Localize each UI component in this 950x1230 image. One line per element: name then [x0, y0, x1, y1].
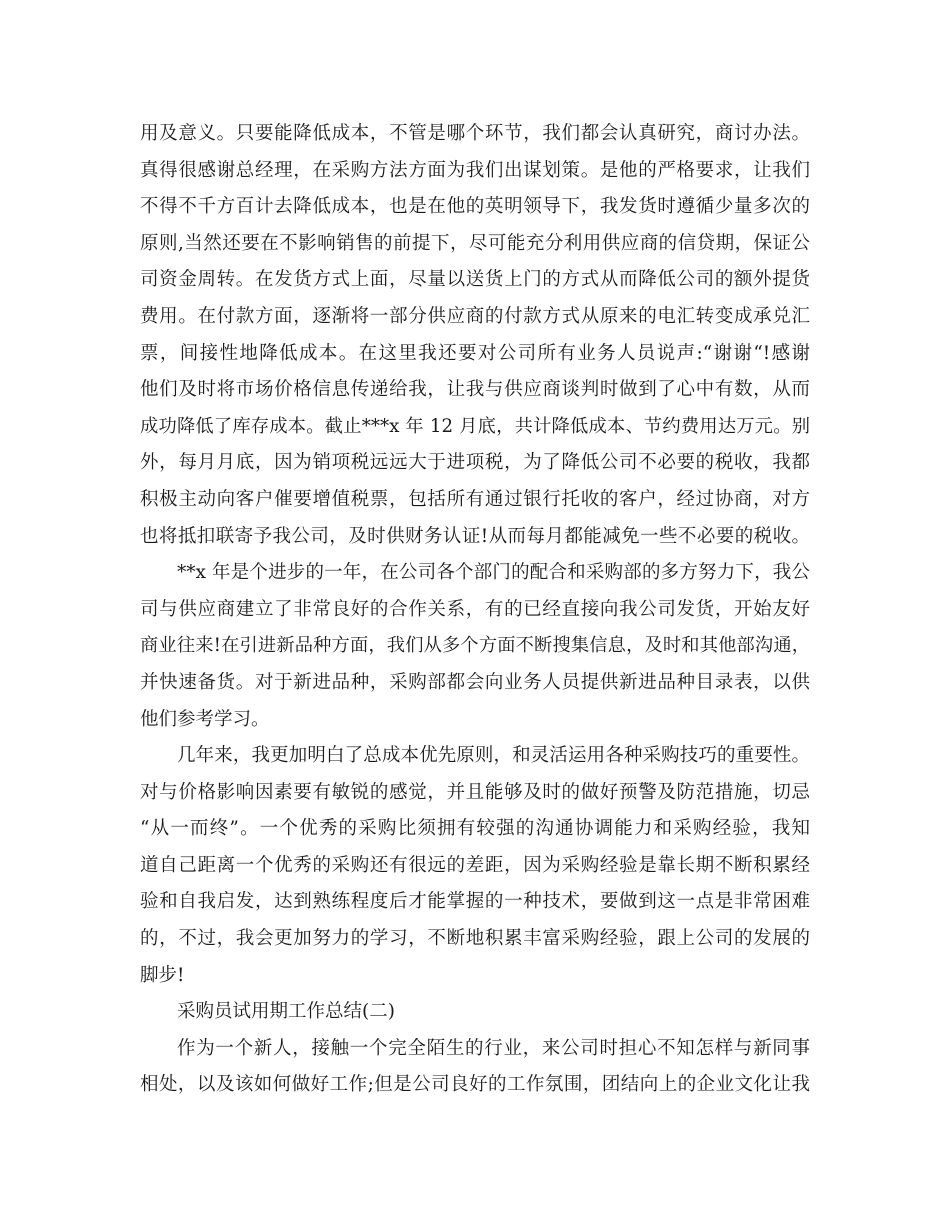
text-line: 成功降低了库存成本。截止***x 年 12 月底，共计降低成本、节约费用达万元。别 — [140, 415, 810, 437]
text-line: “从一而终”。一个优秀的采购比须拥有较强的沟通协调能力和采购经验，我知 — [140, 818, 810, 840]
text-line: 他们及时将市场价格信息传递给我，让我与供应商谈判时做到了心中有数，从而 — [140, 379, 810, 401]
text-line: 司与供应商建立了非常良好的合作关系，有的已经直接向我公司发货，开始友好 — [140, 598, 810, 620]
text-line: 费用。在付款方面，逐渐将一部分供应商的付款方式从原来的电汇转变成承兑汇 — [140, 305, 810, 327]
text-line: 真得很感谢总经理，在采购方法方面为我们出谋划策。是他的严格要求，让我们 — [140, 159, 810, 181]
text-line: 验和自我启发，达到熟练程度后才能掌握的一种技术，要做到这一点是非常困难 — [140, 891, 810, 913]
text-line: 商业往来!在引进新品种方面，我们从多个方面不断搜集信息，及时和其他部沟通， — [140, 635, 810, 657]
text-line: 票，间接性地降低成本。在这里我还要对公司所有业务人员说声:“谢谢“!感谢 — [140, 342, 810, 364]
text-line: 原则,当然还要在不影响销售的前提下，尽可能充分利用供应商的信贷期，保证公 — [140, 232, 810, 254]
text-line: 他们参考学习。 — [140, 708, 270, 730]
text-line: 积极主动向客户催要增值税票，包括所有通过银行托收的客户，经过协商，对方 — [140, 488, 810, 510]
text-line: 相处，以及该如何做好工作;但是公司良好的工作氛围，团结向上的企业文化让我 — [140, 1074, 810, 1096]
text-line: 道自己距离一个优秀的采购还有很远的差距，因为采购经验是靠长期不断积累经 — [140, 854, 810, 876]
text-line: **x 年是个进步的一年，在公司各个部门的配合和采购部的多方努力下，我公 — [177, 562, 810, 584]
text-line: 不得不千方百计去降低成本，也是在他的英明领导下，我发货时遵循少量多次的 — [140, 196, 810, 218]
text-line: 的，不过，我会更加努力的学习，不断地积累丰富采购经验，跟上公司的发展的 — [140, 928, 810, 950]
document-body — [140, 116, 810, 1104]
text-line: 作为一个新人，接触一个完全陌生的行业，来公司时担心不知怎样与新同事 — [177, 1037, 810, 1059]
text-line: 司资金周转。在发货方式上面，尽量以送货上门的方式从而降低公司的额外提货 — [140, 269, 810, 291]
text-line: 用及意义。只要能降低成本，不管是哪个环节，我们都会认真研究，商讨办法。 — [140, 123, 810, 144]
text-line: 采购员试用期工作总结(二) — [177, 1001, 395, 1023]
text-line: 脚步! — [140, 964, 185, 986]
text-line: 并快速备货。对于新进品种，采购部都会向业务人员提供新进品种目录表，以供 — [140, 671, 810, 693]
text-line: 也将抵扣联寄予我公司，及时供财务认证!从而每月都能减免一些不必要的税收。 — [140, 525, 810, 547]
text-line: 对与价格影响因素要有敏锐的感觉，并且能够及时的做好预警及防范措施，切忌 — [140, 781, 810, 803]
text-line: 外，每月月底，因为销项税远远大于进项税，为了降低公司不必要的税收，我都 — [140, 452, 810, 474]
text-line: 几年来，我更加明白了总成本优先原则，和灵活运用各种采购技巧的重要性。 — [177, 745, 810, 767]
